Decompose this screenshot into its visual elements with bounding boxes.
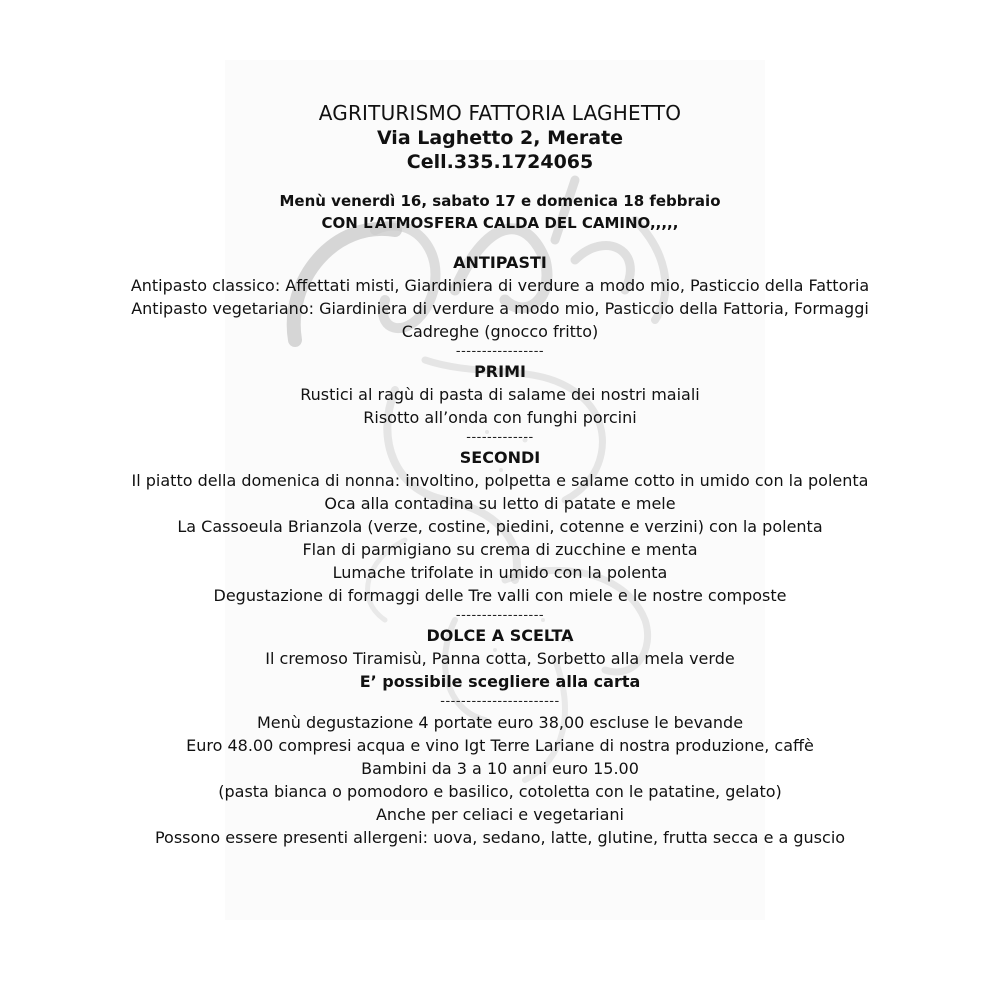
menu-item: Risotto all’onda con funghi porcini	[363, 408, 637, 427]
menu-item: Degustazione di formaggi delle Tre valli con miele e le nostre composte	[213, 586, 787, 605]
venue-phone: Cell.335.1724065	[406, 151, 594, 173]
a-la-carte-note: E’ possibile scegliere alla carta	[359, 672, 641, 691]
section-divider: -----------------	[455, 344, 545, 359]
venue-name: AGRITURISMO FATTORIA LAGHETTO	[318, 101, 682, 125]
menu-item: Antipasto vegetariano: Giardiniera di verdure a modo mio, Pasticcio della Fattoria, Formaggi	[131, 299, 869, 318]
venue-address: Via Laghetto 2, Merate	[376, 127, 624, 149]
menu-item: Rustici al ragù di pasta di salame dei nostri maiali	[300, 385, 700, 404]
section-divider: -----------------------	[440, 694, 560, 709]
menu-item: Cadreghe (gnocco fritto)	[401, 322, 599, 341]
section-title-secondi: SECONDI	[459, 448, 541, 467]
menu-tagline: CON L’ATMOSFERA CALDA DEL CAMINO,,,,,	[321, 214, 679, 232]
menu-dates: Menù venerdì 16, sabato 17 e domenica 18 febbraio	[279, 192, 721, 210]
menu-item: Il piatto della domenica di nonna: involtino, polpetta e salame cotto in umido con la polenta	[131, 471, 869, 490]
allergen-note: Possono essere presenti allergeni: uova, sedano, latte, glutine, frutta secca e a guscio	[154, 828, 846, 847]
section-title-antipasti: ANTIPASTI	[453, 253, 547, 272]
spacer	[0, 234, 1000, 252]
menu-item: Oca alla contadina su letto di patate e mele	[324, 494, 676, 513]
menu-item: Antipasto classico: Affettati misti, Giardiniera di verdure a modo mio, Pasticcio della Fattoria	[130, 276, 870, 295]
spacer	[0, 174, 1000, 190]
price-tasting-menu: Menù degustazione 4 portate euro 38,00 escluse le bevande	[256, 713, 744, 732]
children-menu-details: (pasta bianca o pomodoro e basilico, cotoletta con le patatine, gelato)	[218, 782, 782, 801]
menu-content	[0, 100, 1000, 849]
section-divider: -------------	[466, 430, 534, 445]
menu-item: Il cremoso Tiramisù, Panna cotta, Sorbetto alla mela verde	[265, 649, 735, 668]
menu-item: Flan di parmigiano su crema di zucchine e menta	[302, 540, 698, 559]
menu-item: Lumache trifolate in umido con la polenta	[332, 563, 668, 582]
menu-item: La Cassoeula Brianzola (verze, costine, piedini, cotenne e verzini) con la polenta	[177, 517, 823, 536]
section-title-primi: PRIMI	[474, 362, 526, 381]
price-with-drinks: Euro 48.00 compresi acqua e vino Igt Terre Lariane di nostra produzione, caffè	[186, 736, 814, 755]
dietary-note: Anche per celiaci e vegetariani	[375, 805, 624, 824]
section-divider: -----------------	[455, 608, 545, 623]
price-children: Bambini da 3 a 10 anni euro 15.00	[361, 759, 639, 778]
section-title-dolce: DOLCE A SCELTA	[426, 626, 574, 645]
